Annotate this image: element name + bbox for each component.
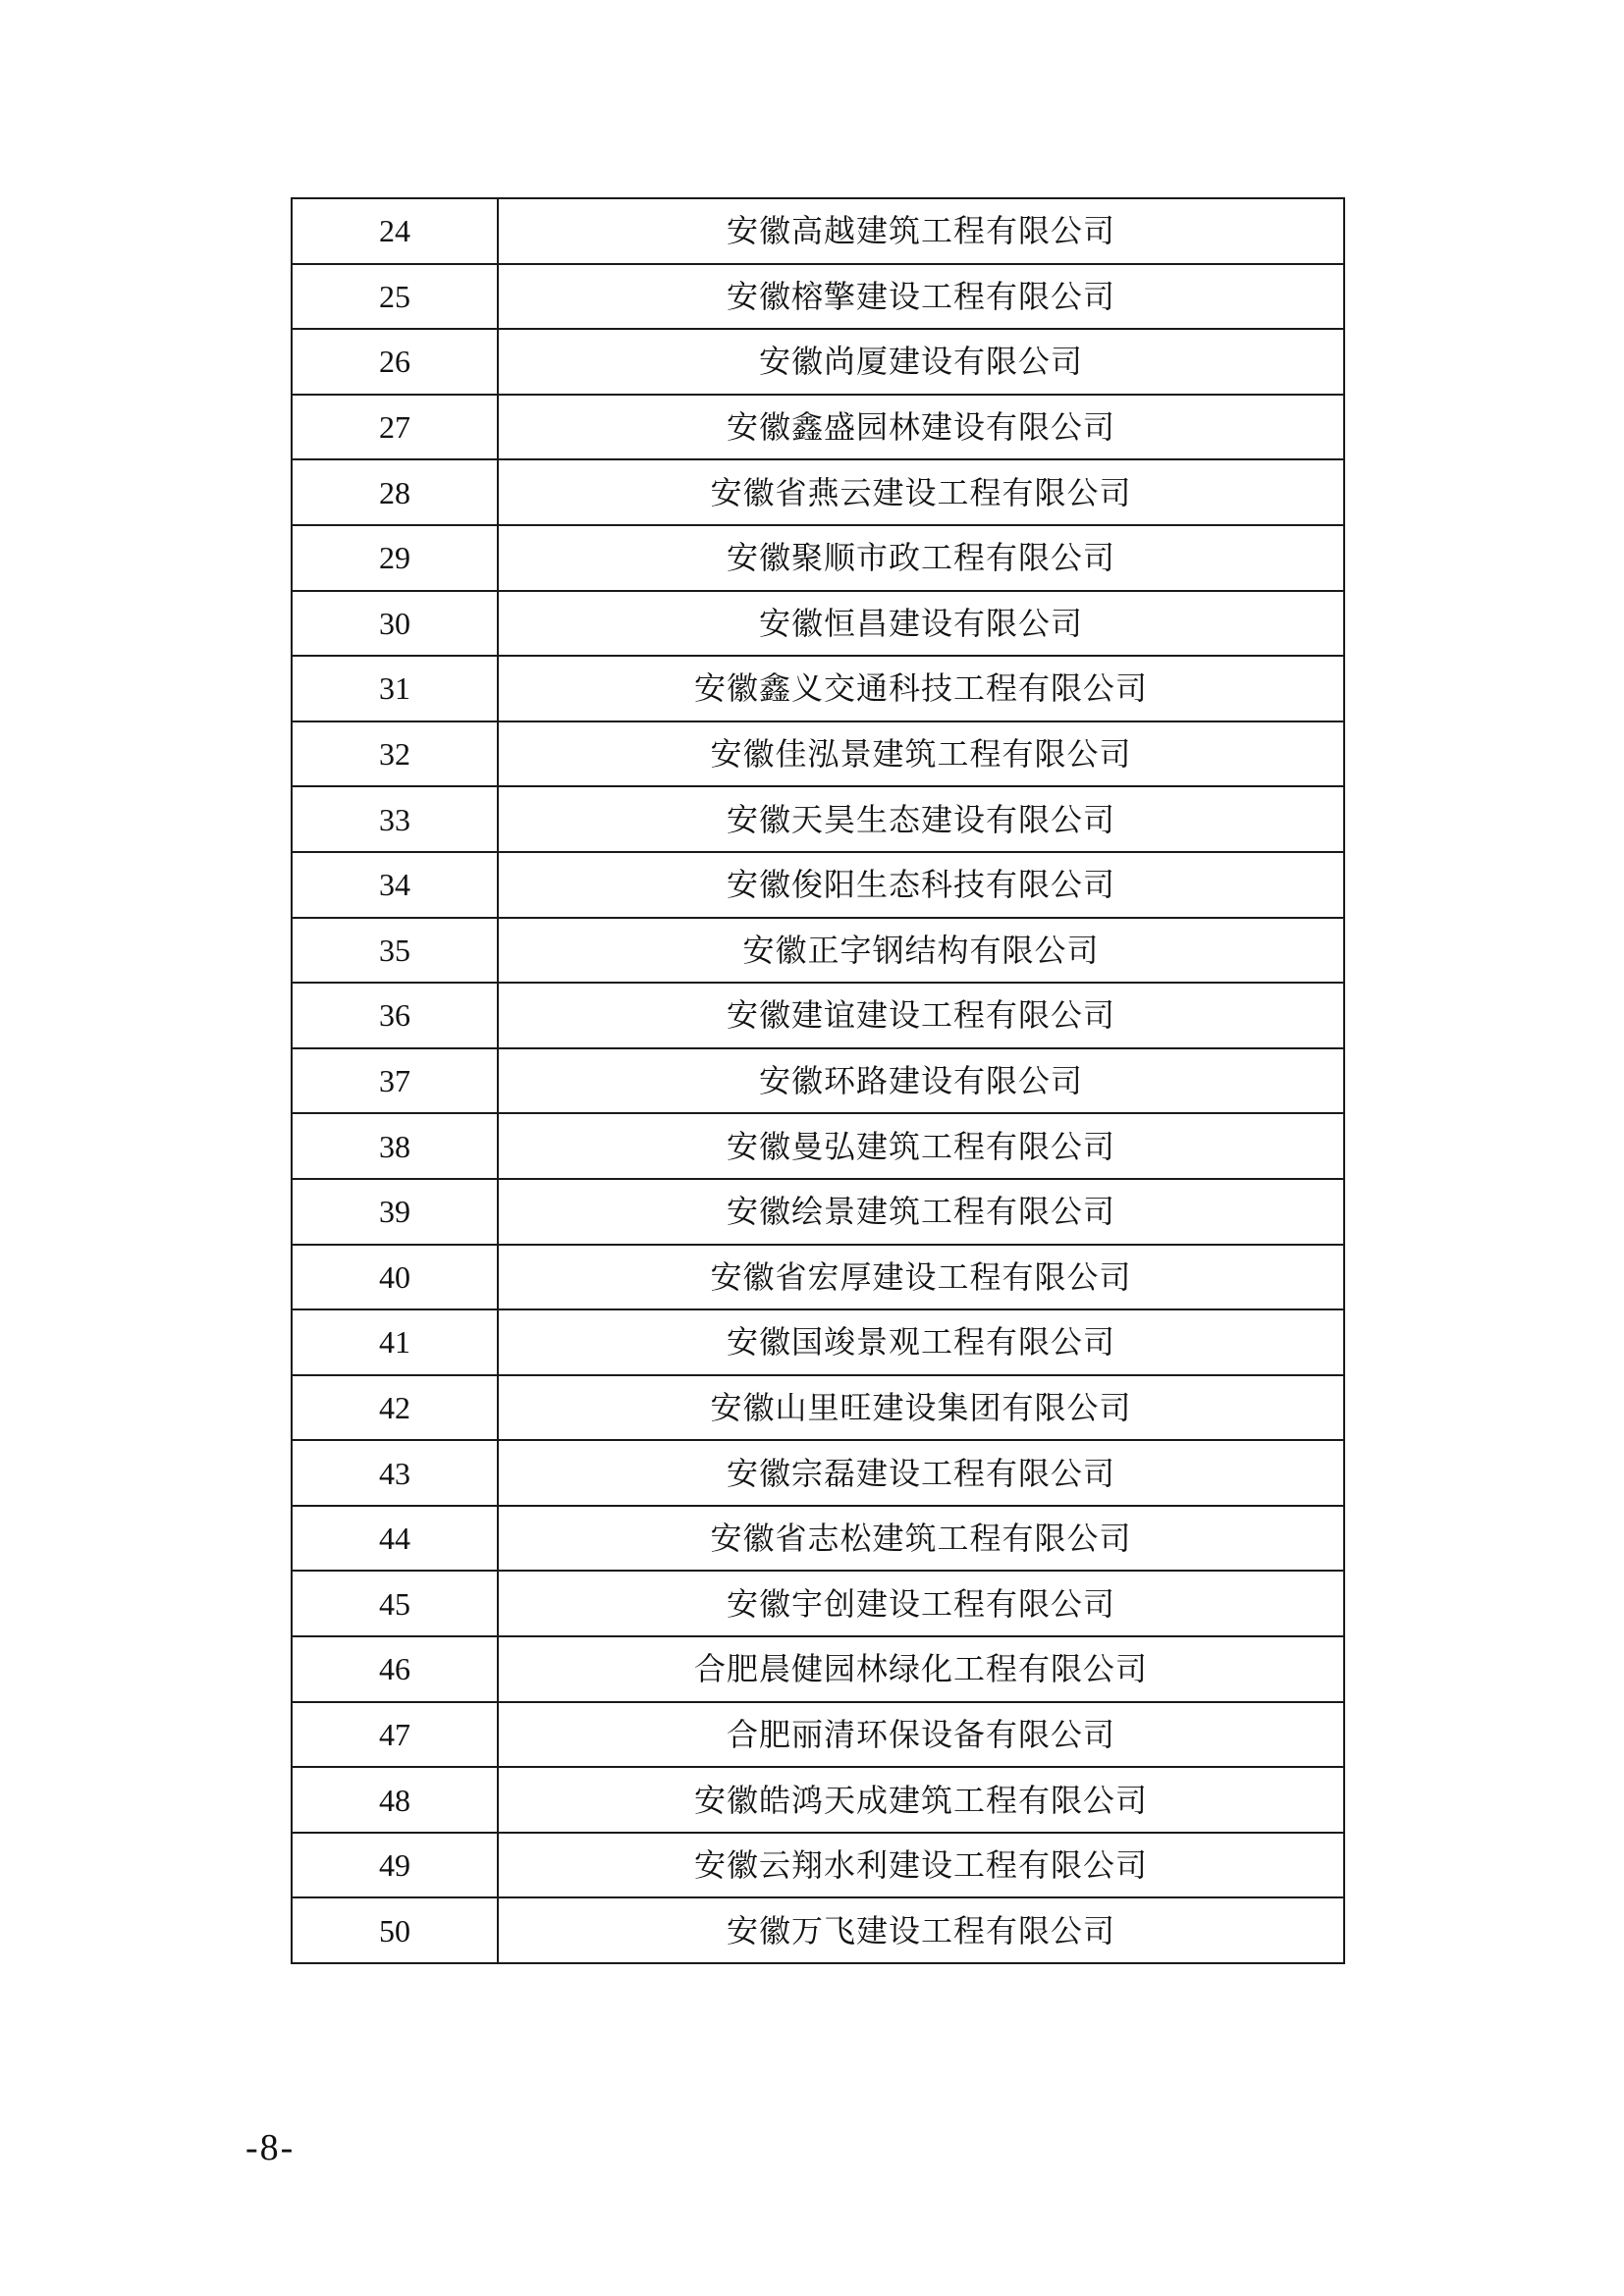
table-row <box>292 1375 1344 1441</box>
company-name-cell: 安徽正字钢结构有限公司 <box>498 918 1344 984</box>
table-row <box>292 198 1344 264</box>
company-name-cell: 安徽曼弘建筑工程有限公司 <box>498 1113 1344 1179</box>
company-name-cell: 安徽宗磊建设工程有限公司 <box>498 1440 1344 1506</box>
company-name-cell: 合肥晨健园林绿化工程有限公司 <box>498 1636 1344 1702</box>
row-number-cell: 38 <box>292 1113 498 1179</box>
table-row <box>292 264 1344 330</box>
row-number-cell: 31 <box>292 656 498 721</box>
row-number-cell: 49 <box>292 1833 498 1898</box>
table-row <box>292 591 1344 657</box>
table-row <box>292 656 1344 721</box>
table-row <box>292 1440 1344 1506</box>
company-name-cell: 安徽鑫盛园林建设有限公司 <box>498 395 1344 460</box>
company-name-cell: 安徽省宏厚建设工程有限公司 <box>498 1245 1344 1310</box>
company-name-cell: 安徽尚厦建设有限公司 <box>498 329 1344 395</box>
table-row <box>292 1506 1344 1572</box>
table-row <box>292 721 1344 787</box>
table-row <box>292 1636 1344 1702</box>
company-name-cell: 安徽云翔水利建设工程有限公司 <box>498 1833 1344 1898</box>
row-number-cell: 43 <box>292 1440 498 1506</box>
table-row <box>292 1833 1344 1898</box>
table-row <box>292 525 1344 591</box>
company-name-cell: 安徽万飞建设工程有限公司 <box>498 1897 1344 1963</box>
table-row <box>292 1897 1344 1963</box>
table-row <box>292 918 1344 984</box>
table-row <box>292 1767 1344 1833</box>
company-name-cell: 安徽建谊建设工程有限公司 <box>498 983 1344 1048</box>
table-row <box>292 1702 1344 1768</box>
table-row <box>292 1571 1344 1636</box>
company-name-cell: 安徽皓鸿天成建筑工程有限公司 <box>498 1767 1344 1833</box>
table-row <box>292 395 1344 460</box>
row-number-cell: 24 <box>292 198 498 264</box>
table-row <box>292 1113 1344 1179</box>
row-number-cell: 45 <box>292 1571 498 1636</box>
company-name-cell: 安徽绘景建筑工程有限公司 <box>498 1179 1344 1245</box>
row-number-cell: 42 <box>292 1375 498 1441</box>
row-number-cell: 30 <box>292 591 498 657</box>
row-number-cell: 34 <box>292 852 498 918</box>
company-name-cell: 安徽聚顺市政工程有限公司 <box>498 525 1344 591</box>
company-name-cell: 安徽环路建设有限公司 <box>498 1048 1344 1114</box>
company-name-cell: 安徽宇创建设工程有限公司 <box>498 1571 1344 1636</box>
row-number-cell: 46 <box>292 1636 498 1702</box>
table-row <box>292 852 1344 918</box>
company-name-cell: 安徽天昊生态建设有限公司 <box>498 786 1344 852</box>
row-number-cell: 26 <box>292 329 498 395</box>
company-name-cell: 安徽鑫义交通科技工程有限公司 <box>498 656 1344 721</box>
row-number-cell: 33 <box>292 786 498 852</box>
table-row <box>292 983 1344 1048</box>
table-row <box>292 1309 1344 1375</box>
table-body <box>292 198 1344 1963</box>
page-number: -8- <box>245 2127 296 2168</box>
company-list-table <box>291 197 1345 1964</box>
row-number-cell: 44 <box>292 1506 498 1572</box>
row-number-cell: 32 <box>292 721 498 787</box>
row-number-cell: 39 <box>292 1179 498 1245</box>
row-number-cell: 40 <box>292 1245 498 1310</box>
company-name-cell: 安徽恒昌建设有限公司 <box>498 591 1344 657</box>
row-number-cell: 25 <box>292 264 498 330</box>
row-number-cell: 50 <box>292 1897 498 1963</box>
table-row <box>292 1048 1344 1114</box>
row-number-cell: 29 <box>292 525 498 591</box>
company-name-cell: 安徽山里旺建设集团有限公司 <box>498 1375 1344 1441</box>
company-name-cell: 安徽俊阳生态科技有限公司 <box>498 852 1344 918</box>
table-row <box>292 1179 1344 1245</box>
row-number-cell: 36 <box>292 983 498 1048</box>
table-row <box>292 459 1344 525</box>
row-number-cell: 47 <box>292 1702 498 1768</box>
company-name-cell: 安徽高越建筑工程有限公司 <box>498 198 1344 264</box>
company-name-cell: 安徽佳泓景建筑工程有限公司 <box>498 721 1344 787</box>
company-name-cell: 安徽国竣景观工程有限公司 <box>498 1309 1344 1375</box>
row-number-cell: 48 <box>292 1767 498 1833</box>
row-number-cell: 35 <box>292 918 498 984</box>
company-name-cell: 安徽省志松建筑工程有限公司 <box>498 1506 1344 1572</box>
table-row <box>292 786 1344 852</box>
row-number-cell: 28 <box>292 459 498 525</box>
row-number-cell: 37 <box>292 1048 498 1114</box>
company-name-cell: 安徽省燕云建设工程有限公司 <box>498 459 1344 525</box>
company-name-cell: 合肥丽清环保设备有限公司 <box>498 1702 1344 1768</box>
row-number-cell: 27 <box>292 395 498 460</box>
table-row <box>292 1245 1344 1310</box>
company-name-cell: 安徽榕擎建设工程有限公司 <box>498 264 1344 330</box>
table-row <box>292 329 1344 395</box>
row-number-cell: 41 <box>292 1309 498 1375</box>
